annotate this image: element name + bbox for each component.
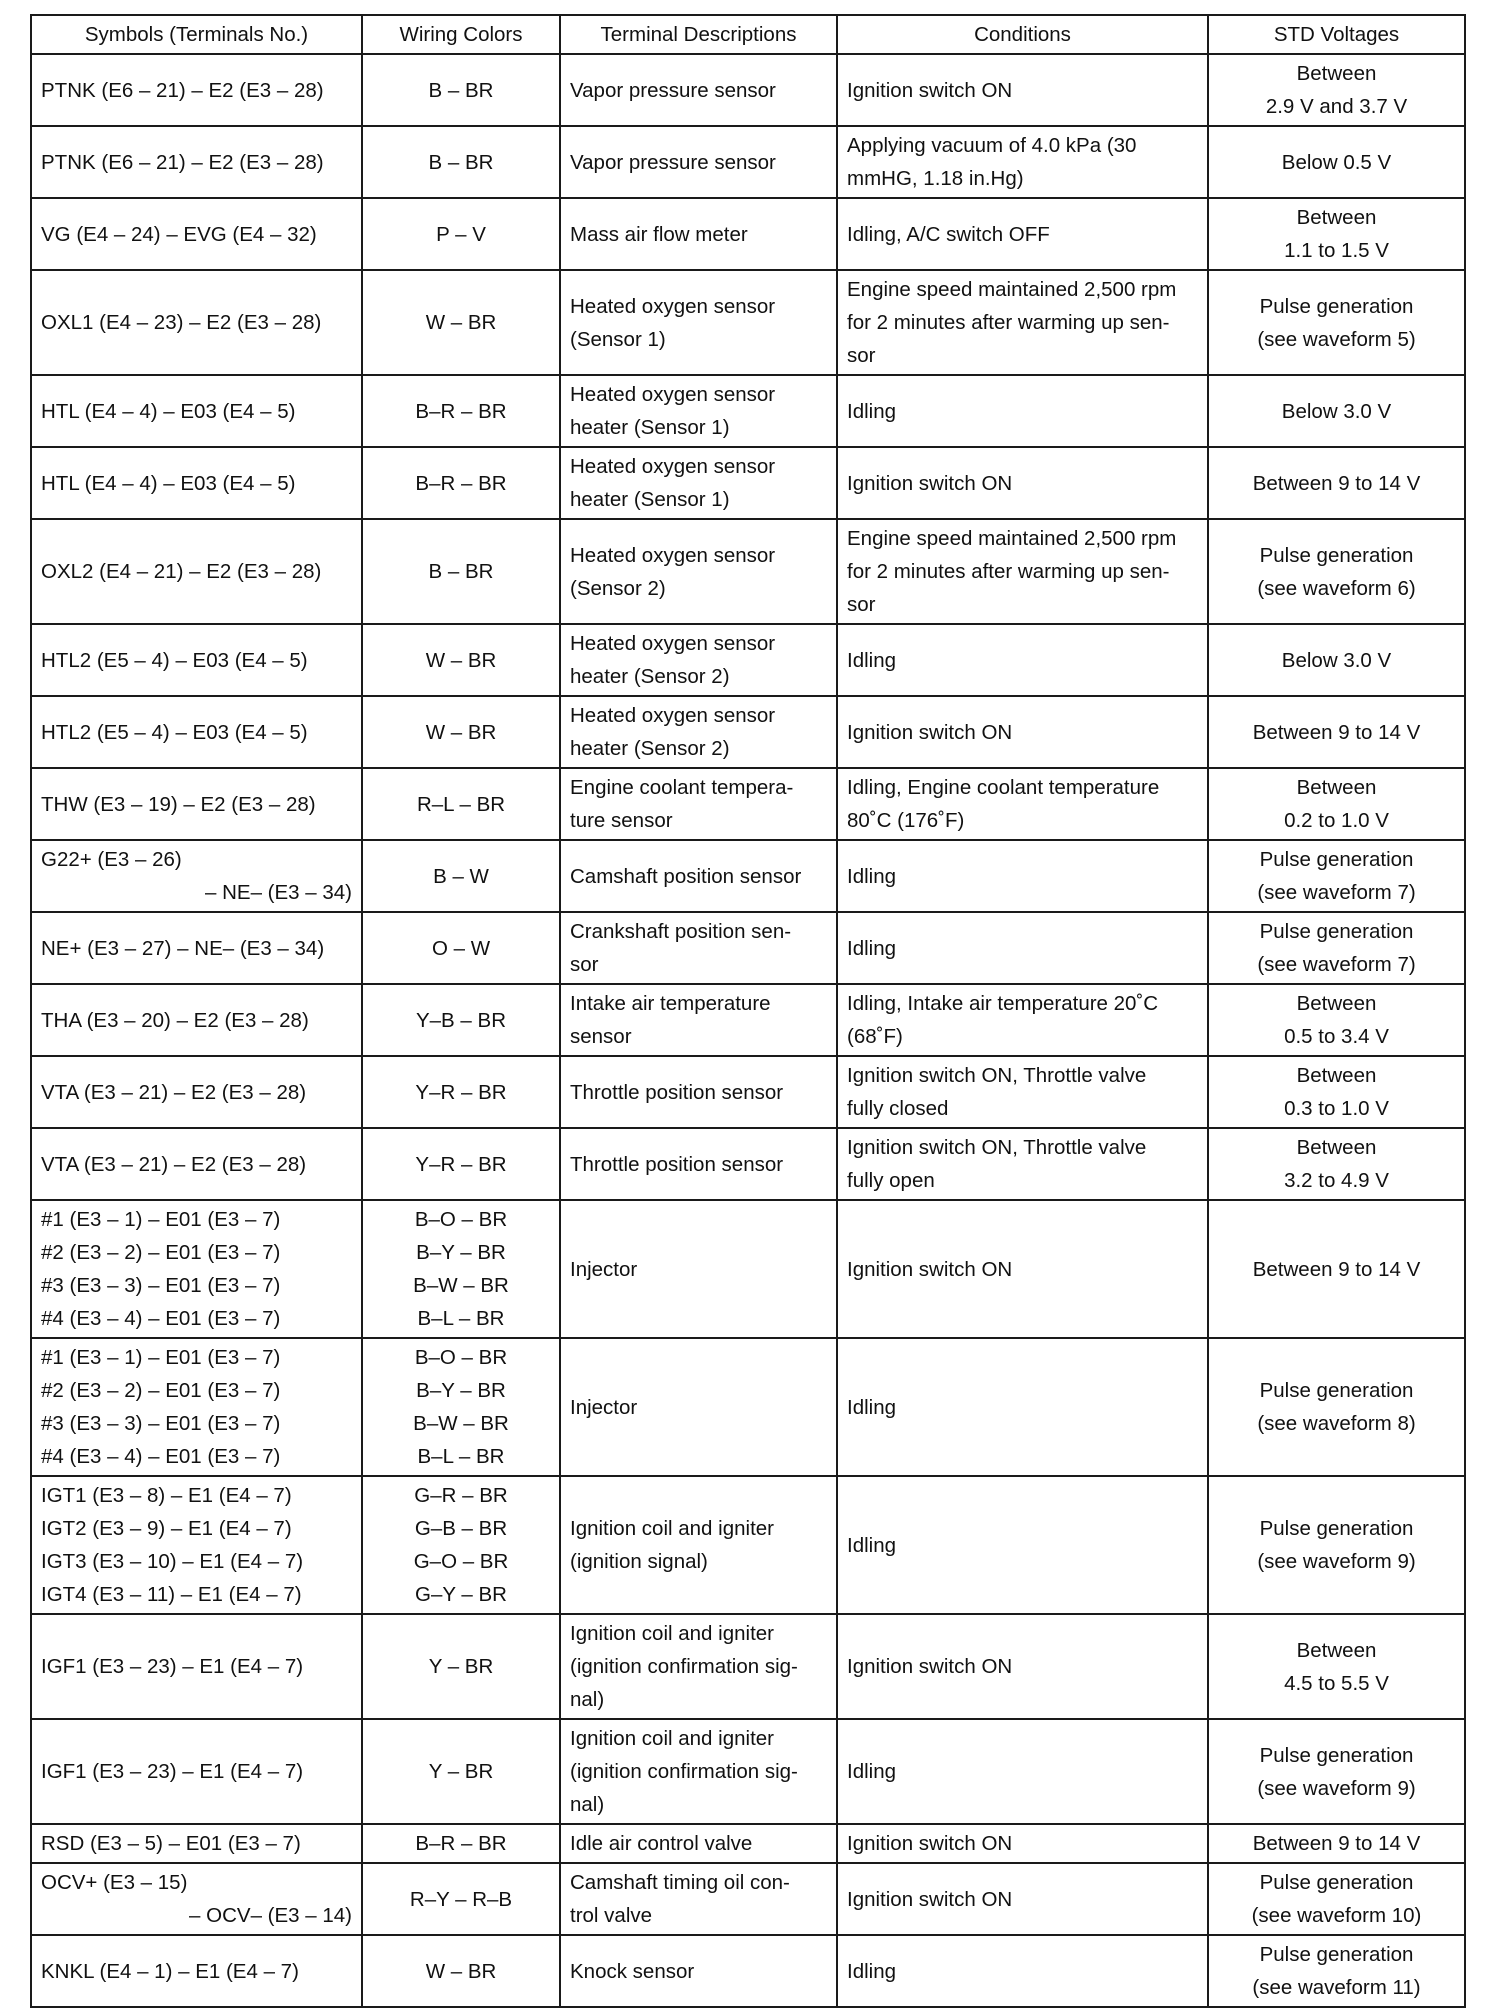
symbol-line: IGT4 (E3 – 11) – E1 (E4 – 7) bbox=[41, 1583, 302, 1606]
header-wiring-colors: Wiring Colors bbox=[362, 15, 560, 54]
cell-wiring-colors: G–R – BR G–B – BR G–O – BR G–Y – BR bbox=[362, 1476, 560, 1614]
cell-symbols bbox=[31, 1863, 362, 1935]
table-row bbox=[31, 1128, 1465, 1200]
cell-terminal-description: Injector bbox=[560, 1200, 837, 1338]
table-row bbox=[31, 270, 1465, 375]
table-body bbox=[31, 54, 1465, 2007]
cell-wiring-colors: B–R – BR bbox=[362, 375, 560, 447]
header-row bbox=[31, 15, 1465, 54]
cell-std-voltage: Pulse generation (see waveform 5) bbox=[1208, 270, 1465, 375]
cell-wiring-colors: B – W bbox=[362, 840, 560, 912]
cell-terminal-description: Throttle position sensor bbox=[560, 1128, 837, 1200]
cell-symbols bbox=[31, 270, 362, 375]
cell-symbols bbox=[31, 375, 362, 447]
cell-wiring-colors: Y–R – BR bbox=[362, 1128, 560, 1200]
cell-terminal-description: Injector bbox=[560, 1338, 837, 1476]
symbol-line: #2 (E3 – 2) – E01 (E3 – 7) bbox=[41, 1241, 281, 1264]
table-row bbox=[31, 840, 1465, 912]
cell-terminal-description: Ignition coil and igniter (ignition confirmation sig- nal) bbox=[560, 1719, 837, 1824]
cell-wiring-colors: B – BR bbox=[362, 54, 560, 126]
cell-terminal-description: Heated oxygen sensor heater (Sensor 1) bbox=[560, 447, 837, 519]
symbol-line: PTNK (E6 – 21) – E2 (E3 – 28) bbox=[41, 78, 324, 102]
cell-symbols bbox=[31, 912, 362, 984]
cell-std-voltage: Between 0.5 to 3.4 V bbox=[1208, 984, 1465, 1056]
cell-condition: Ignition switch ON bbox=[837, 696, 1208, 768]
symbol-line: #4 (E3 – 4) – E01 (E3 – 7) bbox=[41, 1307, 281, 1330]
cell-symbols bbox=[31, 768, 362, 840]
cell-wiring-colors: P – V bbox=[362, 198, 560, 270]
terminal-voltage-table bbox=[30, 14, 1466, 2008]
cell-std-voltage: Between 0.2 to 1.0 V bbox=[1208, 768, 1465, 840]
cell-wiring-colors: O – W bbox=[362, 912, 560, 984]
cell-symbols bbox=[31, 1719, 362, 1824]
cell-terminal-description: Engine coolant tempera- ture sensor bbox=[560, 768, 837, 840]
cell-symbols bbox=[31, 54, 362, 126]
table-row bbox=[31, 519, 1465, 624]
table-row bbox=[31, 1863, 1465, 1935]
table-row bbox=[31, 1824, 1465, 1863]
cell-condition: Idling, A/C switch OFF bbox=[837, 198, 1208, 270]
cell-condition: Ignition switch ON, Throttle valve fully closed bbox=[837, 1056, 1208, 1128]
cell-std-voltage: Between 4.5 to 5.5 V bbox=[1208, 1614, 1465, 1719]
cell-std-voltage: Between 9 to 14 V bbox=[1208, 1824, 1465, 1863]
cell-symbols bbox=[31, 1476, 362, 1614]
cell-wiring-colors: Y–B – BR bbox=[362, 984, 560, 1056]
table-row bbox=[31, 1935, 1465, 2007]
symbol-line: IGF1 (E3 – 23) – E1 (E4 – 7) bbox=[41, 1760, 304, 1783]
cell-wiring-colors: W – BR bbox=[362, 624, 560, 696]
cell-terminal-description: Heated oxygen sensor (Sensor 2) bbox=[560, 519, 837, 624]
cell-symbols bbox=[31, 984, 362, 1056]
cell-wiring-colors: B – BR bbox=[362, 126, 560, 198]
cell-condition: Idling bbox=[837, 1719, 1208, 1824]
table-row bbox=[31, 696, 1465, 768]
cell-condition: Ignition switch ON bbox=[837, 1824, 1208, 1863]
cell-std-voltage: Pulse generation (see waveform 9) bbox=[1208, 1719, 1465, 1824]
cell-condition: Engine speed maintained 2,500 rpm for 2 minutes after warming up sen- sor bbox=[837, 519, 1208, 624]
cell-symbols bbox=[31, 1614, 362, 1719]
symbol-line: HTL (E4 – 4) – E03 (E4 – 5) bbox=[41, 471, 296, 495]
symbol-line: – OCV– (E3 – 14) bbox=[189, 1904, 352, 1927]
table-row bbox=[31, 1719, 1465, 1824]
cell-std-voltage: Between 9 to 14 V bbox=[1208, 447, 1465, 519]
cell-std-voltage: Between 0.3 to 1.0 V bbox=[1208, 1056, 1465, 1128]
cell-terminal-description: Camshaft position sensor bbox=[560, 840, 837, 912]
table-row bbox=[31, 198, 1465, 270]
cell-std-voltage: Between 9 to 14 V bbox=[1208, 696, 1465, 768]
cell-wiring-colors: B–O – BR B–Y – BR B–W – BR B–L – BR bbox=[362, 1200, 560, 1338]
symbol-line: #1 (E3 – 1) – E01 (E3 – 7) bbox=[41, 1346, 281, 1369]
table-row bbox=[31, 984, 1465, 1056]
cell-std-voltage: Pulse generation (see waveform 7) bbox=[1208, 840, 1465, 912]
cell-terminal-description: Throttle position sensor bbox=[560, 1056, 837, 1128]
cell-terminal-description: Heated oxygen sensor heater (Sensor 2) bbox=[560, 624, 837, 696]
symbol-line: #3 (E3 – 3) – E01 (E3 – 7) bbox=[41, 1412, 281, 1435]
symbol-line: IGF1 (E3 – 23) – E1 (E4 – 7) bbox=[41, 1655, 304, 1678]
cell-wiring-colors: R–L – BR bbox=[362, 768, 560, 840]
symbol-line: OXL1 (E4 – 23) – E2 (E3 – 28) bbox=[41, 311, 322, 334]
cell-condition: Ignition switch ON bbox=[837, 1614, 1208, 1719]
table-row bbox=[31, 54, 1465, 126]
cell-wiring-colors: B–R – BR bbox=[362, 447, 560, 519]
cell-wiring-colors: W – BR bbox=[362, 270, 560, 375]
cell-terminal-description: Heated oxygen sensor heater (Sensor 1) bbox=[560, 375, 837, 447]
cell-symbols bbox=[31, 1338, 362, 1476]
symbol-line: THA (E3 – 20) – E2 (E3 – 28) bbox=[41, 1008, 309, 1032]
symbol-line: THW (E3 – 19) – E2 (E3 – 28) bbox=[41, 792, 316, 816]
cell-terminal-description: Crankshaft position sen- sor bbox=[560, 912, 837, 984]
symbol-line: IGT1 (E3 – 8) – E1 (E4 – 7) bbox=[41, 1484, 292, 1507]
cell-std-voltage: Between 1.1 to 1.5 V bbox=[1208, 198, 1465, 270]
cell-terminal-description: Ignition coil and igniter (ignition confirmation sig- nal) bbox=[560, 1614, 837, 1719]
cell-condition: Engine speed maintained 2,500 rpm for 2 minutes after warming up sen- sor bbox=[837, 270, 1208, 375]
cell-condition: Ignition switch ON bbox=[837, 1200, 1208, 1338]
header-terminal-descriptions: Terminal Descriptions bbox=[560, 15, 837, 54]
header-std-voltages: STD Voltages bbox=[1208, 15, 1465, 54]
cell-symbols bbox=[31, 1824, 362, 1863]
symbol-line: HTL (E4 – 4) – E03 (E4 – 5) bbox=[41, 399, 296, 423]
cell-symbols bbox=[31, 519, 362, 624]
symbol-line: VG (E4 – 24) – EVG (E4 – 32) bbox=[41, 222, 317, 246]
table-row bbox=[31, 768, 1465, 840]
symbol-line: #3 (E3 – 3) – E01 (E3 – 7) bbox=[41, 1274, 281, 1297]
cell-std-voltage: Below 0.5 V bbox=[1208, 126, 1465, 198]
cell-condition: Idling bbox=[837, 1935, 1208, 2007]
symbol-line: OXL2 (E4 – 21) – E2 (E3 – 28) bbox=[41, 560, 322, 583]
cell-std-voltage: Pulse generation (see waveform 7) bbox=[1208, 912, 1465, 984]
cell-condition: Ignition switch ON bbox=[837, 1863, 1208, 1935]
table-row bbox=[31, 1056, 1465, 1128]
cell-std-voltage: Below 3.0 V bbox=[1208, 624, 1465, 696]
cell-std-voltage: Pulse generation (see waveform 11) bbox=[1208, 1935, 1465, 2007]
cell-symbols bbox=[31, 1935, 362, 2007]
cell-terminal-description: Knock sensor bbox=[560, 1935, 837, 2007]
cell-symbols bbox=[31, 126, 362, 198]
table-row bbox=[31, 1476, 1465, 1614]
symbol-line: VTA (E3 – 21) – E2 (E3 – 28) bbox=[41, 1152, 307, 1176]
cell-wiring-colors: B–R – BR bbox=[362, 1824, 560, 1863]
symbol-line: IGT3 (E3 – 10) – E1 (E4 – 7) bbox=[41, 1550, 304, 1573]
cell-condition: Idling bbox=[837, 1338, 1208, 1476]
cell-condition: Ignition switch ON bbox=[837, 447, 1208, 519]
cell-terminal-description: Vapor pressure sensor bbox=[560, 54, 837, 126]
symbol-line: OCV+ (E3 – 15) bbox=[41, 1871, 188, 1894]
cell-symbols bbox=[31, 1056, 362, 1128]
cell-wiring-colors: B–O – BR B–Y – BR B–W – BR B–L – BR bbox=[362, 1338, 560, 1476]
cell-condition: Ignition switch ON bbox=[837, 54, 1208, 126]
cell-terminal-description: Heated oxygen sensor heater (Sensor 2) bbox=[560, 696, 837, 768]
cell-condition: Idling bbox=[837, 624, 1208, 696]
cell-terminal-description: Idle air control valve bbox=[560, 1824, 837, 1863]
cell-condition: Idling, Intake air temperature 20˚C (68˚F) bbox=[837, 984, 1208, 1056]
symbol-line: – NE– (E3 – 34) bbox=[205, 881, 352, 904]
symbol-line: #1 (E3 – 1) – E01 (E3 – 7) bbox=[41, 1208, 281, 1231]
cell-terminal-description: Mass air flow meter bbox=[560, 198, 837, 270]
cell-std-voltage: Pulse generation (see waveform 9) bbox=[1208, 1476, 1465, 1614]
symbol-line: HTL2 (E5 – 4) – E03 (E4 – 5) bbox=[41, 648, 308, 672]
cell-symbols bbox=[31, 624, 362, 696]
cell-std-voltage: Between 9 to 14 V bbox=[1208, 1200, 1465, 1338]
cell-terminal-description: Intake air temperature sensor bbox=[560, 984, 837, 1056]
cell-std-voltage: Between 2.9 V and 3.7 V bbox=[1208, 54, 1465, 126]
cell-condition: Applying vacuum of 4.0 kPa (30 mmHG, 1.18 in.Hg) bbox=[837, 126, 1208, 198]
document-page bbox=[30, 14, 1464, 2008]
table-row bbox=[31, 1200, 1465, 1338]
table-row bbox=[31, 447, 1465, 519]
cell-terminal-description: Camshaft timing oil con- trol valve bbox=[560, 1863, 837, 1935]
cell-symbols bbox=[31, 1200, 362, 1338]
cell-symbols bbox=[31, 696, 362, 768]
cell-wiring-colors: R–Y – R–B bbox=[362, 1863, 560, 1935]
cell-std-voltage: Between 3.2 to 4.9 V bbox=[1208, 1128, 1465, 1200]
cell-condition: Idling bbox=[837, 840, 1208, 912]
table-row bbox=[31, 126, 1465, 198]
header-conditions: Conditions bbox=[837, 15, 1208, 54]
cell-std-voltage: Pulse generation (see waveform 8) bbox=[1208, 1338, 1465, 1476]
table-row bbox=[31, 624, 1465, 696]
symbol-line: HTL2 (E5 – 4) – E03 (E4 – 5) bbox=[41, 720, 308, 744]
symbol-line: IGT2 (E3 – 9) – E1 (E4 – 7) bbox=[41, 1517, 292, 1540]
symbol-line: RSD (E3 – 5) – E01 (E3 – 7) bbox=[41, 1832, 301, 1855]
cell-symbols bbox=[31, 840, 362, 912]
cell-condition: Idling bbox=[837, 912, 1208, 984]
cell-std-voltage: Below 3.0 V bbox=[1208, 375, 1465, 447]
cell-symbols bbox=[31, 447, 362, 519]
cell-wiring-colors: W – BR bbox=[362, 696, 560, 768]
symbol-line: PTNK (E6 – 21) – E2 (E3 – 28) bbox=[41, 150, 324, 174]
cell-wiring-colors: Y – BR bbox=[362, 1614, 560, 1719]
header-symbols: Symbols (Terminals No.) bbox=[31, 15, 362, 54]
cell-terminal-description: Heated oxygen sensor (Sensor 1) bbox=[560, 270, 837, 375]
cell-std-voltage: Pulse generation (see waveform 10) bbox=[1208, 1863, 1465, 1935]
symbol-line: NE+ (E3 – 27) – NE– (E3 – 34) bbox=[41, 936, 325, 960]
cell-wiring-colors: B – BR bbox=[362, 519, 560, 624]
cell-condition: Idling, Engine coolant temperature 80˚C (176˚F) bbox=[837, 768, 1208, 840]
cell-terminal-description: Ignition coil and igniter (ignition signal) bbox=[560, 1476, 837, 1614]
cell-condition: Ignition switch ON, Throttle valve fully open bbox=[837, 1128, 1208, 1200]
cell-condition: Idling bbox=[837, 1476, 1208, 1614]
cell-terminal-description: Vapor pressure sensor bbox=[560, 126, 837, 198]
table-row bbox=[31, 1614, 1465, 1719]
cell-symbols bbox=[31, 1128, 362, 1200]
symbol-line: G22+ (E3 – 26) bbox=[41, 848, 182, 871]
cell-wiring-colors: Y – BR bbox=[362, 1719, 560, 1824]
symbol-line: VTA (E3 – 21) – E2 (E3 – 28) bbox=[41, 1080, 307, 1104]
symbol-line: KNKL (E4 – 1) – E1 (E4 – 7) bbox=[41, 1959, 299, 1983]
cell-wiring-colors: Y–R – BR bbox=[362, 1056, 560, 1128]
table-row bbox=[31, 912, 1465, 984]
symbol-line: #4 (E3 – 4) – E01 (E3 – 7) bbox=[41, 1445, 281, 1468]
cell-std-voltage: Pulse generation (see waveform 6) bbox=[1208, 519, 1465, 624]
cell-wiring-colors: W – BR bbox=[362, 1935, 560, 2007]
cell-symbols bbox=[31, 198, 362, 270]
table-row bbox=[31, 1338, 1465, 1476]
table-row bbox=[31, 375, 1465, 447]
symbol-line: #2 (E3 – 2) – E01 (E3 – 7) bbox=[41, 1379, 281, 1402]
cell-condition: Idling bbox=[837, 375, 1208, 447]
